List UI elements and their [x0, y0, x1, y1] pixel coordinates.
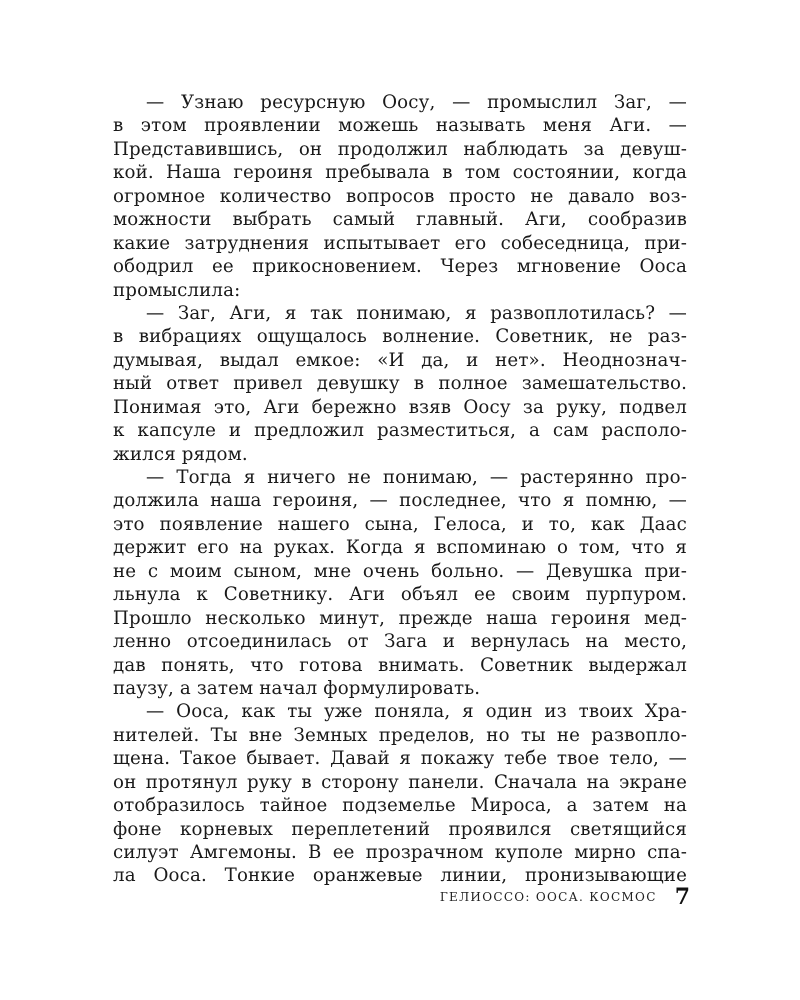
text-line: кой. Наша героиня пребывала в том состоянии, когда — [113, 162, 687, 184]
text-line: ный ответ привел девушку в полное замешательство. — [113, 373, 687, 395]
text-line: он протянул руку в сторону панели. Сначала на экране — [113, 771, 687, 793]
text-line: — Ооса, как ты уже поняла, я один из твоих Хра- — [146, 701, 687, 723]
text-line: — Тогда я ничего не понимаю, — растерянно про- — [146, 467, 687, 488]
text-line: жился рядом. — [113, 443, 248, 465]
text-line: Представившись, он продолжил наблюдать за девуш- — [113, 138, 687, 160]
text-line: Прошло несколько минут, прежде наша героиня мед- — [113, 607, 687, 629]
text-line: думывая, выдал емкое: «И да, и нет». Неоднознач- — [113, 349, 687, 371]
text-line: отобразилось тайное подземелье Мироса, а затем на — [113, 795, 687, 817]
running-title: ГЕЛИОССО: ООСА. КОСМОС — [439, 890, 657, 904]
body-text — [113, 91, 687, 888]
text-line: в вибрациях ощущалось волнение. Советник, не раз- — [113, 326, 687, 348]
text-line: щена. Такое бывает. Давай я покажу тебе твое тело, — — [113, 748, 687, 770]
page-footer — [0, 884, 690, 910]
text-line: ла Ооса. Тонкие оранжевые линии, пронизывающие — [113, 865, 687, 887]
text-line: должила наша героиня, — последнее, что я помню, — — [113, 490, 687, 512]
text-line: огромное количество вопросов просто не давало воз- — [113, 185, 687, 207]
text-line: не с моим сыном, мне очень больно. — Девушка при- — [113, 560, 687, 582]
text-line: льнула к Советнику. Аги объял ее своим пурпуром. — [113, 584, 687, 606]
text-line: фоне корневых переплетений проявился светящийся — [113, 818, 687, 840]
text-line: какие затруднения испытывает его собеседница, при- — [113, 232, 687, 254]
text-line: в этом проявлении можешь называть меня Аги. — — [113, 115, 687, 137]
text-line: нителей. Ты вне Земных пределов, но ты не развопло- — [113, 724, 687, 746]
text-line: промыслила: — [113, 279, 241, 301]
text-line: держит его на руках. Когда я вспоминаю о том, что я — [113, 537, 687, 559]
text-line: — Заг, Аги, я так понимаю, я развоплотилась? — — [146, 302, 687, 324]
text-line: это появление нашего сына, Гелоса, и то, как Даас — [113, 513, 687, 535]
text-line: паузу, а затем начал формулировать. — [113, 677, 481, 699]
text-line: — Узнаю ресурсную Оосу, — промыслил Заг, — — [146, 92, 687, 113]
text-line: силуэт Амгемоны. В ее прозрачном куполе мирно спа- — [113, 842, 687, 863]
page-number: 7 — [674, 884, 690, 910]
text-line: ободрил ее прикосновением. Через мгновение Ооса — [113, 256, 687, 278]
text-line: дав понять, что готова внимать. Советник выдержал — [113, 654, 687, 676]
text-line: Понимая это, Аги бережно взяв Оосу за руку, подвел — [113, 396, 687, 418]
text-line: к капсуле и предложил разместиться, а сам располо- — [113, 420, 687, 442]
text-line: ленно отсоединилась от Зага и вернулась на место, — [113, 631, 687, 653]
text-line: можности выбрать самый главный. Аги, сообразив — [113, 209, 687, 231]
